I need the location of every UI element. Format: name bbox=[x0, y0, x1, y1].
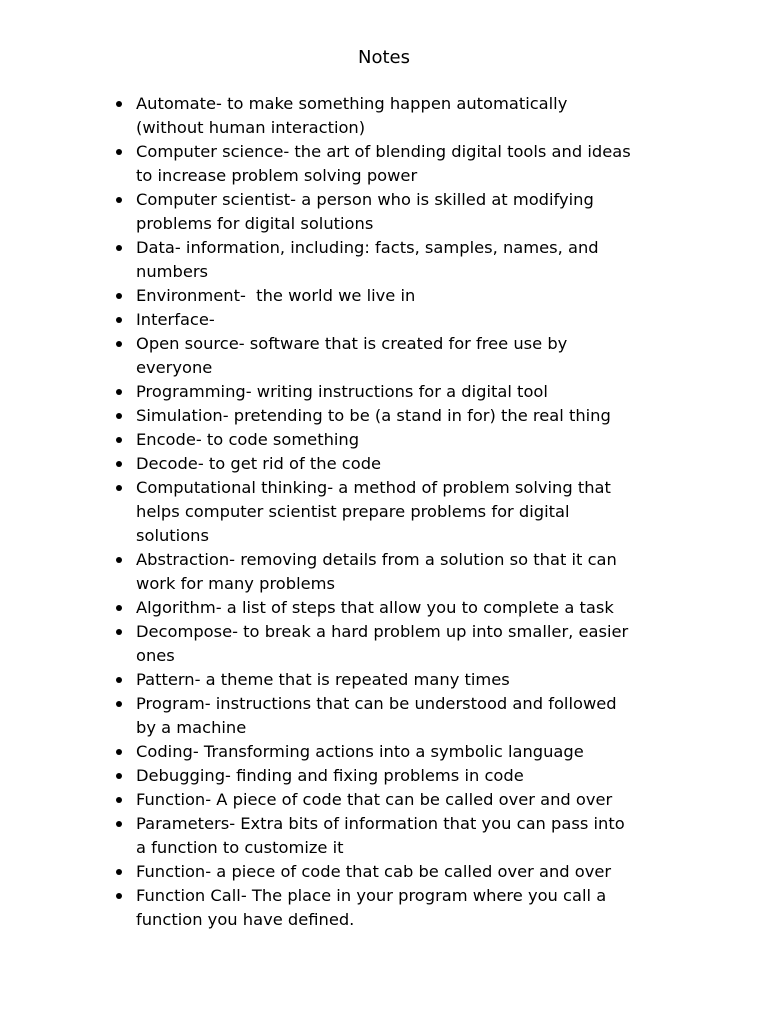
list-item-line: Interface- bbox=[136, 310, 215, 329]
list-item bbox=[136, 884, 696, 932]
list-item-line: Algorithm- a list of steps that allow you to complete a task bbox=[136, 598, 614, 617]
list-item-line: ones bbox=[136, 646, 175, 665]
list-item bbox=[136, 92, 696, 140]
list-item-line: Simulation- pretending to be (a stand in for) the real thing bbox=[136, 406, 611, 425]
list-item-line: Program- instructions that can be understood and followed bbox=[136, 694, 617, 713]
page-title: Notes bbox=[358, 47, 410, 68]
list-item-line: Debugging- finding and fixing problems in code bbox=[136, 766, 524, 785]
list-item-line: Computational thinking- a method of problem solving that bbox=[136, 478, 611, 497]
list-item-line: Parameters- Extra bits of information that you can pass into bbox=[136, 814, 625, 833]
list-item bbox=[136, 860, 696, 884]
list-item-line: work for many problems bbox=[136, 574, 335, 593]
list-item bbox=[136, 668, 696, 692]
list-item-line: Function- a piece of code that cab be called over and over bbox=[136, 862, 612, 881]
list-item-line: Decompose- to break a hard problem up into smaller, easier bbox=[136, 622, 629, 641]
list-item bbox=[136, 740, 696, 764]
list-item bbox=[136, 548, 696, 596]
list-item-line: Open source- software that is created for free use by bbox=[136, 334, 568, 353]
list-item bbox=[136, 596, 696, 620]
list-item-line: Environment- the world we live in bbox=[136, 286, 416, 305]
list-item bbox=[136, 308, 696, 332]
list-item bbox=[136, 140, 696, 188]
list-item-line: (without human interaction) bbox=[136, 118, 366, 137]
list-item-line: Computer scientist- a person who is skilled at modifying bbox=[136, 190, 594, 209]
list-item-line: a function to customize it bbox=[136, 838, 344, 857]
list-item-line: Computer science- the art of blending digital tools and ideas bbox=[136, 142, 631, 161]
list-item-line: by a machine bbox=[136, 718, 247, 737]
list-item-line: Function Call- The place in your program where you call a bbox=[136, 886, 607, 905]
list-item bbox=[136, 188, 696, 236]
list-item-line: Pattern- a theme that is repeated many times bbox=[136, 670, 510, 689]
list-item-line: to increase problem solving power bbox=[136, 166, 418, 185]
list-item bbox=[136, 380, 696, 404]
list-item-line: Automate- to make something happen automatically bbox=[136, 94, 568, 113]
list-item-line: Coding- Transforming actions into a symbolic language bbox=[136, 742, 584, 761]
list-item bbox=[136, 236, 696, 284]
list-item-line: Data- information, including: facts, samples, names, and bbox=[136, 238, 599, 257]
list-item-line: Programming- writing instructions for a digital tool bbox=[136, 382, 548, 401]
list-item-line: solutions bbox=[136, 526, 209, 545]
list-item bbox=[136, 692, 696, 740]
list-item-line: Decode- to get rid of the code bbox=[136, 454, 382, 473]
list-item bbox=[136, 452, 696, 476]
list-item bbox=[136, 788, 696, 812]
list-item bbox=[136, 812, 696, 860]
notes-list bbox=[136, 92, 696, 932]
list-item bbox=[136, 332, 696, 380]
list-item-line: Function- A piece of code that can be called over and over bbox=[136, 790, 613, 809]
list-item-line: function you have defined. bbox=[136, 910, 355, 929]
list-item-line: Encode- to code something bbox=[136, 430, 360, 449]
list-item-line: helps computer scientist prepare problems for digital bbox=[136, 502, 570, 521]
list-item bbox=[136, 404, 696, 428]
list-item-line: problems for digital solutions bbox=[136, 214, 374, 233]
list-item bbox=[136, 476, 696, 548]
list-item bbox=[136, 620, 696, 668]
list-item bbox=[136, 428, 696, 452]
list-item-line: Abstraction- removing details from a solution so that it can bbox=[136, 550, 617, 569]
list-item bbox=[136, 284, 696, 308]
list-item-line: everyone bbox=[136, 358, 213, 377]
list-item bbox=[136, 764, 696, 788]
list-item-line: numbers bbox=[136, 262, 209, 281]
